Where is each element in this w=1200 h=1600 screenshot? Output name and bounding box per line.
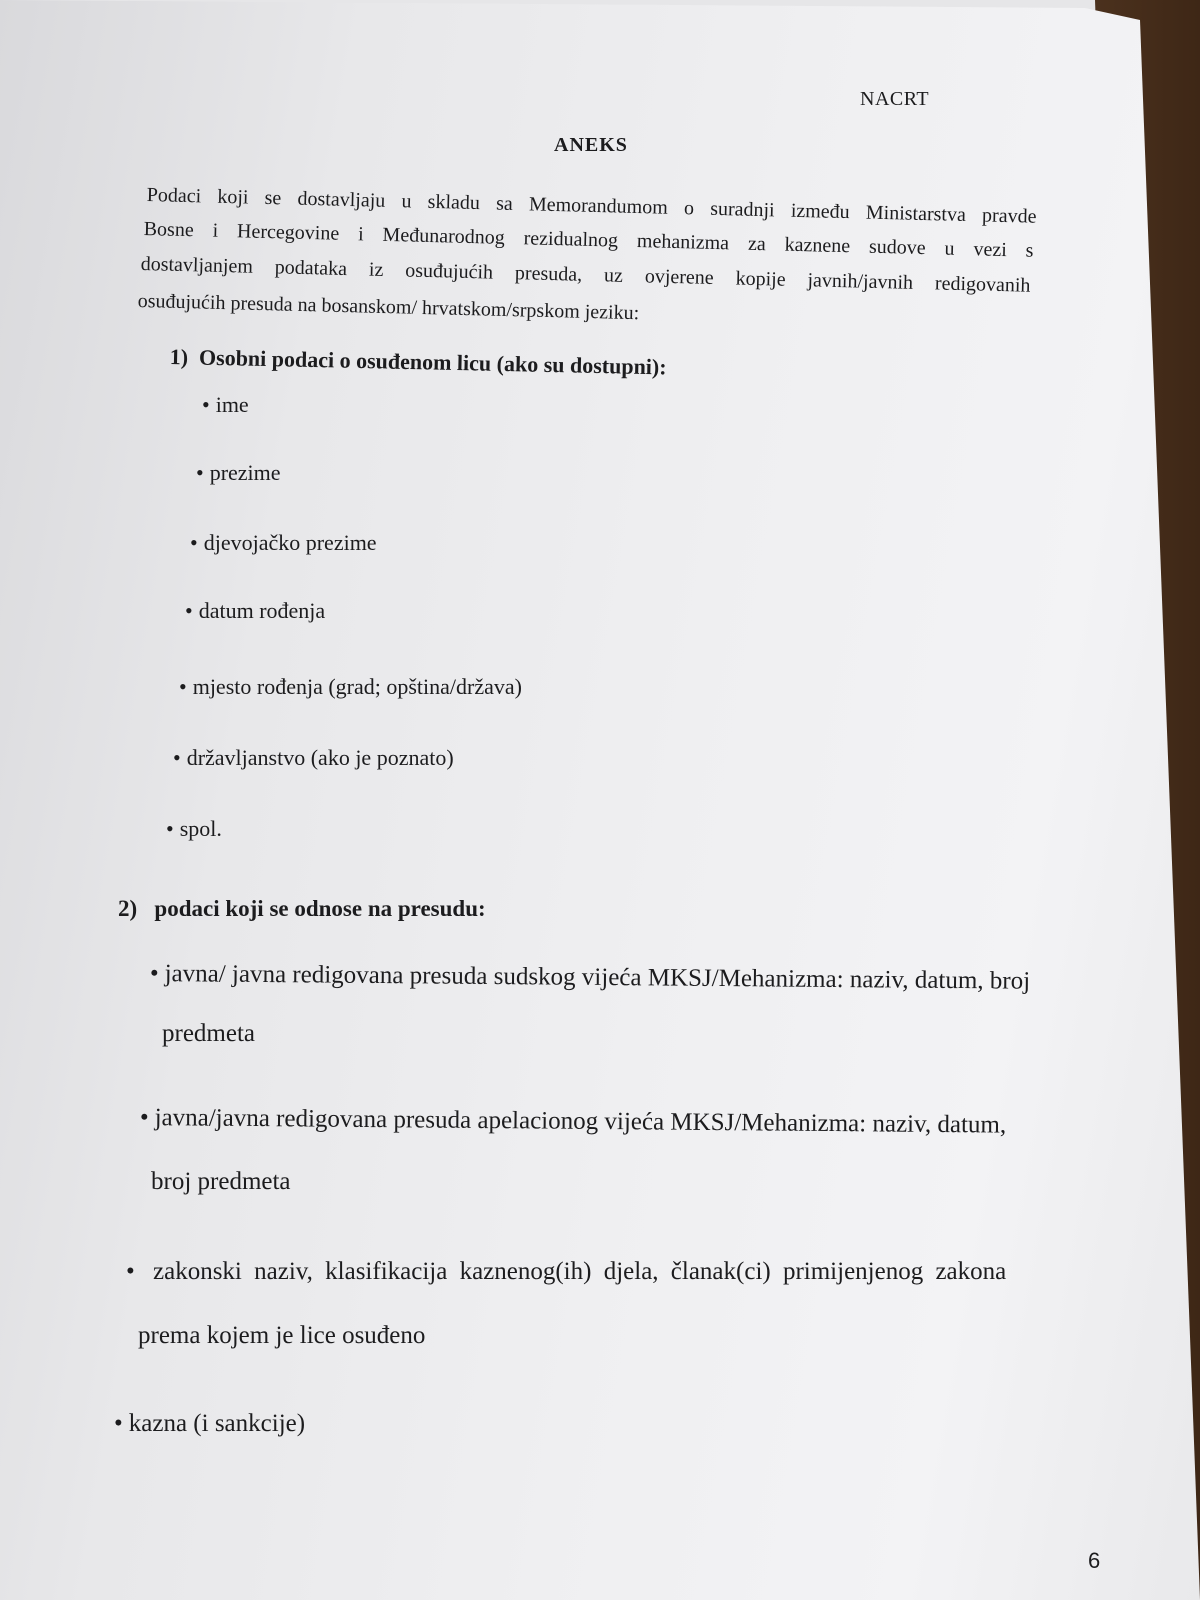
list-item-text: djevojačko prezime [203, 530, 377, 555]
bullet-icon: • [166, 816, 174, 841]
intro-line-3: dostavljanjem podataka iz osuđujućih presuda, uz ovjerene kopije javnih/javnih redigovanih [140, 253, 1031, 297]
list-item-continuation: prema kojem je lice osuđeno [138, 1322, 426, 1349]
section-1-heading [169, 344, 666, 380]
intro-line-2: Bosne i Hercegovine i Međunarodnog rezidualnog mehanizma za kaznene sudove u vezi s [143, 218, 1034, 262]
bullet-icon: • [126, 1258, 135, 1285]
list-item-text: mjesto rođenja (grad; opština/država) [192, 674, 522, 699]
annex-title: ANEKS [554, 134, 628, 156]
list-item [150, 960, 1030, 996]
list-item-continuation: broj predmeta [151, 1168, 291, 1195]
bullet-icon: • [139, 1104, 149, 1132]
list-item-text: spol. [179, 816, 222, 841]
intro-line-4: osuđujućih presuda na bosanskom/ hrvatskom/srpskom jeziku: [137, 290, 640, 325]
bullet-icon: • [190, 530, 198, 555]
list-item [126, 1258, 1006, 1286]
list-item-text: javna/ javna redigovana presuda sudskog vijeća MKSJ/Mehanizma: naziv, datum, broj [164, 960, 1031, 995]
list-item-text: zakonski naziv, klasifikacija kaznenog(ih) djela, članak(ci) primijenjenog zakona [153, 1258, 1007, 1285]
bullet-icon: • [149, 960, 159, 988]
list-item-text: prezime [209, 460, 281, 485]
list-item [166, 816, 222, 842]
page-number: 6 [1088, 1548, 1101, 1573]
section-2-number: 2) [118, 896, 138, 921]
bullet-icon: • [179, 674, 187, 699]
bullet-icon: • [114, 1410, 123, 1437]
list-item [190, 530, 377, 556]
list-item-text: kazna (i sankcije) [128, 1410, 306, 1437]
list-item-text: javna/javna redigovana presuda apelacionog vijeća MKSJ/Mehanizma: naziv, datum, [154, 1104, 1007, 1139]
section-1-number: 1) [169, 344, 189, 370]
list-item [173, 745, 454, 771]
bullet-icon: • [185, 598, 193, 623]
list-item [185, 598, 325, 624]
list-item-text: datum rođenja [198, 598, 326, 623]
bullet-icon: • [173, 745, 181, 770]
draft-label: NACRT [860, 88, 930, 110]
list-item [196, 460, 281, 486]
list-item-continuation: predmeta [162, 1020, 256, 1047]
section-1-title: Osobni podaci o osuđenom licu (ako su dostupni): [198, 344, 667, 380]
list-item-text: državljanstvo (ako je poznato) [186, 745, 454, 770]
bullet-icon: • [196, 460, 204, 485]
list-item [202, 392, 249, 418]
list-item [179, 674, 522, 700]
intro-line-1: Podaci koji se dostavljaju u skladu sa Memorandumom o suradnji između Ministarstva pravde [146, 184, 1037, 228]
list-item-text: ime [215, 392, 249, 417]
list-item [140, 1104, 1007, 1140]
section-2-title: podaci koji se odnose na presudu: [154, 896, 486, 921]
section-2-heading [118, 896, 486, 922]
list-item [114, 1410, 305, 1438]
bullet-icon: • [202, 392, 210, 417]
